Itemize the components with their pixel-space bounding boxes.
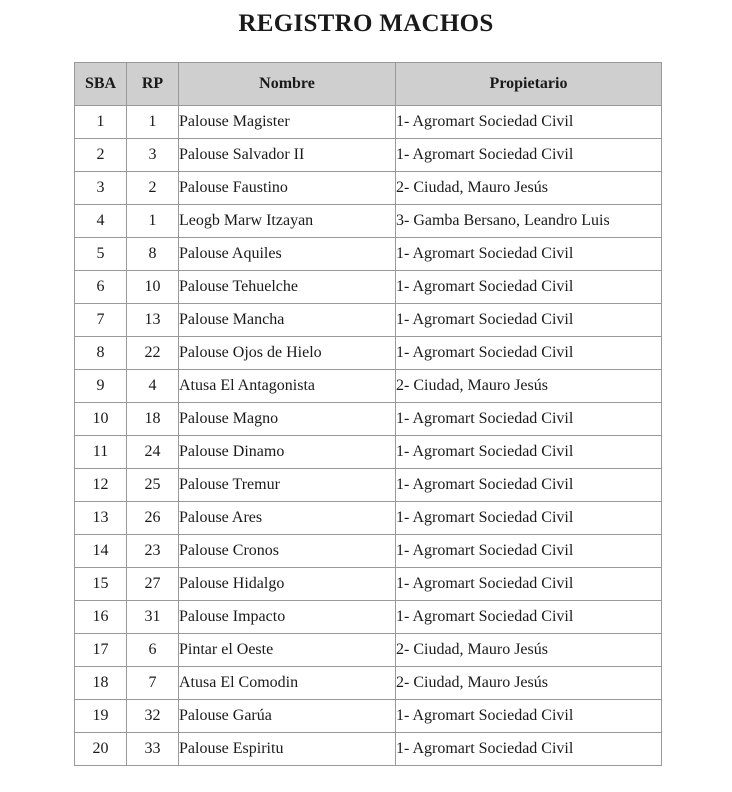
cell-propietario: 1- Agromart Sociedad Civil bbox=[396, 139, 662, 172]
cell-rp: 6 bbox=[127, 634, 179, 667]
cell-rp: 13 bbox=[127, 304, 179, 337]
cell-sba: 8 bbox=[75, 337, 127, 370]
table-row bbox=[75, 436, 662, 469]
cell-rp: 24 bbox=[127, 436, 179, 469]
cell-propietario: 2- Ciudad, Mauro Jesús bbox=[396, 172, 662, 205]
cell-nombre: Palouse Impacto bbox=[179, 601, 396, 634]
cell-propietario: 1- Agromart Sociedad Civil bbox=[396, 502, 662, 535]
cell-propietario: 2- Ciudad, Mauro Jesús bbox=[396, 634, 662, 667]
cell-rp: 32 bbox=[127, 700, 179, 733]
cell-nombre: Palouse Cronos bbox=[179, 535, 396, 568]
cell-rp: 4 bbox=[127, 370, 179, 403]
cell-propietario: 1- Agromart Sociedad Civil bbox=[396, 337, 662, 370]
table-row bbox=[75, 271, 662, 304]
cell-propietario: 1- Agromart Sociedad Civil bbox=[396, 403, 662, 436]
cell-nombre: Palouse Ares bbox=[179, 502, 396, 535]
cell-propietario: 1- Agromart Sociedad Civil bbox=[396, 271, 662, 304]
cell-rp: 27 bbox=[127, 568, 179, 601]
cell-sba: 9 bbox=[75, 370, 127, 403]
cell-sba: 18 bbox=[75, 667, 127, 700]
cell-nombre: Pintar el Oeste bbox=[179, 634, 396, 667]
cell-nombre: Palouse Aquiles bbox=[179, 238, 396, 271]
table-row bbox=[75, 568, 662, 601]
cell-sba: 4 bbox=[75, 205, 127, 238]
table-row bbox=[75, 700, 662, 733]
cell-sba: 3 bbox=[75, 172, 127, 205]
cell-sba: 14 bbox=[75, 535, 127, 568]
page-title: REGISTRO MACHOS bbox=[238, 10, 494, 37]
cell-sba: 20 bbox=[75, 733, 127, 766]
cell-sba: 19 bbox=[75, 700, 127, 733]
cell-sba: 16 bbox=[75, 601, 127, 634]
cell-rp: 7 bbox=[127, 667, 179, 700]
cell-rp: 33 bbox=[127, 733, 179, 766]
cell-propietario: 1- Agromart Sociedad Civil bbox=[396, 238, 662, 271]
registry-table bbox=[74, 62, 662, 766]
cell-nombre: Palouse Garúa bbox=[179, 700, 396, 733]
cell-rp: 1 bbox=[127, 106, 179, 139]
column-header-sba: SBA bbox=[75, 63, 127, 106]
cell-nombre: Palouse Espiritu bbox=[179, 733, 396, 766]
table-row bbox=[75, 601, 662, 634]
cell-rp: 26 bbox=[127, 502, 179, 535]
column-header-rp: RP bbox=[127, 63, 179, 106]
table-row bbox=[75, 139, 662, 172]
table-row bbox=[75, 238, 662, 271]
cell-sba: 15 bbox=[75, 568, 127, 601]
cell-propietario: 1- Agromart Sociedad Civil bbox=[396, 568, 662, 601]
table-row bbox=[75, 403, 662, 436]
cell-nombre: Palouse Hidalgo bbox=[179, 568, 396, 601]
cell-propietario: 1- Agromart Sociedad Civil bbox=[396, 601, 662, 634]
cell-nombre: Palouse Magister bbox=[179, 106, 396, 139]
cell-propietario: 1- Agromart Sociedad Civil bbox=[396, 700, 662, 733]
table-row bbox=[75, 502, 662, 535]
cell-nombre: Palouse Tehuelche bbox=[179, 271, 396, 304]
cell-propietario: 1- Agromart Sociedad Civil bbox=[396, 106, 662, 139]
table-row bbox=[75, 106, 662, 139]
cell-propietario: 1- Agromart Sociedad Civil bbox=[396, 733, 662, 766]
cell-nombre: Palouse Faustino bbox=[179, 172, 396, 205]
cell-rp: 18 bbox=[127, 403, 179, 436]
cell-sba: 1 bbox=[75, 106, 127, 139]
cell-rp: 3 bbox=[127, 139, 179, 172]
table-row bbox=[75, 733, 662, 766]
cell-nombre: Palouse Ojos de Hielo bbox=[179, 337, 396, 370]
table-row bbox=[75, 172, 662, 205]
cell-rp: 10 bbox=[127, 271, 179, 304]
cell-nombre: Atusa El Comodin bbox=[179, 667, 396, 700]
table-body bbox=[75, 106, 662, 766]
cell-propietario: 3- Gamba Bersano, Leandro Luis bbox=[396, 205, 662, 238]
column-header-nombre: Nombre bbox=[179, 63, 396, 106]
cell-nombre: Palouse Salvador II bbox=[179, 139, 396, 172]
cell-rp: 25 bbox=[127, 469, 179, 502]
cell-sba: 5 bbox=[75, 238, 127, 271]
table-row bbox=[75, 337, 662, 370]
cell-rp: 23 bbox=[127, 535, 179, 568]
cell-nombre: Atusa El Antagonista bbox=[179, 370, 396, 403]
table-row bbox=[75, 205, 662, 238]
cell-sba: 13 bbox=[75, 502, 127, 535]
table-row bbox=[75, 304, 662, 337]
cell-rp: 2 bbox=[127, 172, 179, 205]
table-row bbox=[75, 469, 662, 502]
cell-propietario: 1- Agromart Sociedad Civil bbox=[396, 535, 662, 568]
cell-sba: 10 bbox=[75, 403, 127, 436]
cell-sba: 7 bbox=[75, 304, 127, 337]
cell-nombre: Palouse Dinamo bbox=[179, 436, 396, 469]
cell-nombre: Palouse Mancha bbox=[179, 304, 396, 337]
table-header-row bbox=[75, 63, 662, 106]
cell-nombre: Palouse Magno bbox=[179, 403, 396, 436]
cell-rp: 8 bbox=[127, 238, 179, 271]
table-row bbox=[75, 634, 662, 667]
cell-rp: 22 bbox=[127, 337, 179, 370]
cell-sba: 12 bbox=[75, 469, 127, 502]
cell-nombre: Palouse Tremur bbox=[179, 469, 396, 502]
cell-rp: 1 bbox=[127, 205, 179, 238]
cell-propietario: 1- Agromart Sociedad Civil bbox=[396, 469, 662, 502]
cell-propietario: 1- Agromart Sociedad Civil bbox=[396, 304, 662, 337]
cell-propietario: 2- Ciudad, Mauro Jesús bbox=[396, 370, 662, 403]
cell-sba: 11 bbox=[75, 436, 127, 469]
cell-propietario: 1- Agromart Sociedad Civil bbox=[396, 436, 662, 469]
cell-propietario: 2- Ciudad, Mauro Jesús bbox=[396, 667, 662, 700]
cell-nombre: Leogb Marw Itzayan bbox=[179, 205, 396, 238]
table-row bbox=[75, 370, 662, 403]
cell-sba: 6 bbox=[75, 271, 127, 304]
table-row bbox=[75, 667, 662, 700]
table-row bbox=[75, 535, 662, 568]
cell-sba: 2 bbox=[75, 139, 127, 172]
cell-rp: 31 bbox=[127, 601, 179, 634]
cell-sba: 17 bbox=[75, 634, 127, 667]
column-header-propietario: Propietario bbox=[396, 63, 662, 106]
